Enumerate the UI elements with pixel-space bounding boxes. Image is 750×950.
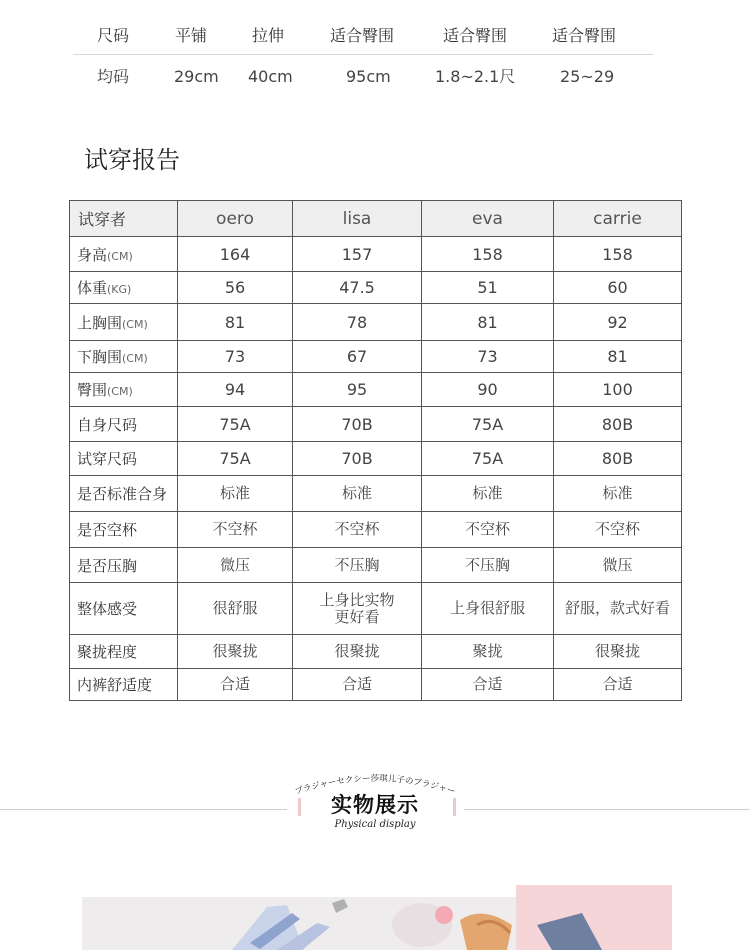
row-value: 67 — [293, 341, 422, 373]
row-value: 合适 — [178, 669, 293, 701]
row-unit: (CM) — [107, 249, 133, 263]
row-value: 微压 — [554, 548, 682, 583]
row-value: 聚拢 — [422, 635, 554, 669]
tester-name: eva — [422, 201, 554, 237]
size-chart-row — [73, 55, 653, 91]
row-label — [70, 548, 178, 583]
row-value: 不压胸 — [422, 548, 554, 583]
size-header-cell: 适合臀围 — [443, 26, 508, 45]
row-value: 92 — [554, 304, 682, 341]
row-label-text: 臀围 — [77, 381, 108, 399]
row-value: 标准 — [554, 476, 682, 512]
row-value: 舒服，款式好看 — [554, 583, 682, 635]
tryon-body — [70, 237, 682, 701]
row-unit: (CM) — [122, 317, 148, 331]
row-value: 78 — [293, 304, 422, 341]
size-value-cell: 29cm — [174, 67, 219, 86]
row-value: 很聚拢 — [293, 635, 422, 669]
size-header-cell: 尺码 — [97, 26, 130, 45]
row-value: 164 — [178, 237, 293, 272]
row-label — [70, 442, 178, 476]
row-value: 56 — [178, 272, 293, 304]
product-photo-art — [82, 885, 672, 950]
display-subtitle: Physical display — [334, 819, 416, 830]
row-value: 100 — [554, 373, 682, 407]
arc-caption-text: ブラジャーセクシー莎琪儿子のブラジャー — [293, 773, 457, 798]
row-value: 合适 — [422, 669, 554, 701]
product-photo — [82, 885, 672, 950]
tryon-row — [70, 442, 682, 476]
tester-name: carrie — [554, 201, 682, 237]
row-value: 158 — [422, 237, 554, 272]
size-chart-header — [73, 18, 653, 55]
row-unit: (CM) — [107, 385, 133, 398]
size-value-cell: 40cm — [248, 67, 293, 86]
row-value: 75A — [178, 442, 293, 476]
tester-header: 试穿者 — [70, 201, 178, 237]
tryon-row — [70, 341, 682, 373]
row-value: 微压 — [178, 548, 293, 583]
size-header-cell: 适合臀围 — [330, 26, 395, 45]
row-label-text: 试穿尺码 — [77, 450, 138, 468]
row-value: 158 — [554, 237, 682, 272]
row-value: 81 — [178, 304, 293, 341]
row-value: 73 — [422, 341, 554, 373]
row-label-text: 内裤舒适度 — [77, 676, 153, 694]
row-value: 47.5 — [293, 272, 422, 304]
row-label — [70, 512, 178, 548]
row-value: 81 — [422, 304, 554, 341]
row-label — [70, 237, 178, 272]
row-value: 75A — [178, 407, 293, 442]
row-label-text: 是否标准合身 — [77, 485, 168, 503]
size-value-cell: 95cm — [346, 67, 391, 86]
size-header-cell: 适合臀围 — [552, 26, 617, 45]
tryon-row — [70, 669, 682, 701]
row-unit: (KG) — [107, 283, 132, 296]
row-value: 60 — [554, 272, 682, 304]
row-label — [70, 272, 178, 304]
row-value: 81 — [554, 341, 682, 373]
row-value: 不空杯 — [554, 512, 682, 548]
physical-display-banner — [287, 770, 463, 840]
row-value: 80B — [554, 407, 682, 442]
tryon-row — [70, 476, 682, 512]
tryon-row — [70, 583, 682, 635]
row-label-text: 自身尺码 — [77, 415, 138, 434]
row-label — [70, 476, 178, 512]
size-header-cell: 拉伸 — [252, 26, 285, 45]
tryon-row — [70, 373, 682, 407]
row-value: 标准 — [178, 476, 293, 512]
tryon-report-table — [69, 200, 682, 701]
divider-line-left — [0, 809, 287, 810]
row-value: 70B — [293, 442, 422, 476]
tryon-row — [70, 548, 682, 583]
row-value: 标准 — [293, 476, 422, 512]
row-value: 很聚拢 — [554, 635, 682, 669]
row-label-text: 是否压胸 — [77, 556, 138, 575]
size-value-cell: 均码 — [97, 67, 130, 86]
row-label — [70, 583, 178, 635]
row-label-text: 下胸围 — [77, 348, 123, 366]
row-value: 不空杯 — [178, 512, 293, 548]
row-label — [70, 669, 178, 701]
row-value: 很舒服 — [178, 583, 293, 635]
tryon-report-title: 试穿报告 — [84, 146, 180, 174]
row-label-text: 体重 — [77, 279, 108, 297]
row-value: 70B — [293, 407, 422, 442]
row-label — [70, 304, 178, 341]
row-value: 90 — [422, 373, 554, 407]
row-value: 上身很舒服 — [422, 583, 554, 635]
row-value: 不空杯 — [293, 512, 422, 548]
tryon-row — [70, 512, 682, 548]
tryon-row — [70, 272, 682, 304]
row-value: 不空杯 — [422, 512, 554, 548]
row-label-text: 上胸围 — [77, 313, 123, 332]
row-value: 标准 — [422, 476, 554, 512]
row-unit: (CM) — [122, 352, 148, 365]
row-value: 75A — [422, 442, 554, 476]
row-value: 94 — [178, 373, 293, 407]
row-label-text: 整体感受 — [77, 600, 138, 618]
row-label — [70, 635, 178, 669]
row-value: 不压胸 — [293, 548, 422, 583]
display-title: 实物展示 — [331, 793, 419, 817]
row-label-text: 是否空杯 — [77, 521, 138, 539]
size-value-cell: 1.8~2.1尺 — [435, 67, 516, 86]
tryon-row — [70, 635, 682, 669]
size-value-cell: 25~29 — [560, 67, 615, 86]
row-label-text: 身高 — [77, 245, 108, 264]
divider-line-right — [464, 809, 750, 810]
tryon-row — [70, 304, 682, 341]
row-label — [70, 341, 178, 373]
tester-name: lisa — [293, 201, 422, 237]
tryon-row — [70, 237, 682, 272]
row-label — [70, 407, 178, 442]
tryon-row — [70, 407, 682, 442]
size-header-cell: 平铺 — [175, 26, 208, 45]
row-value: 合适 — [293, 669, 422, 701]
tryon-header-row — [70, 201, 682, 237]
row-value: 80B — [554, 442, 682, 476]
row-value: 51 — [422, 272, 554, 304]
row-value: 73 — [178, 341, 293, 373]
row-value: 合适 — [554, 669, 682, 701]
row-label-text: 聚拢程度 — [77, 643, 138, 661]
size-chart — [73, 18, 653, 91]
row-value: 157 — [293, 237, 422, 272]
row-value: 95 — [293, 373, 422, 407]
tester-name: oero — [178, 201, 293, 237]
row-label — [70, 373, 178, 407]
row-value: 上身比实物 更好看 — [293, 583, 422, 635]
row-value: 很聚拢 — [178, 635, 293, 669]
row-value: 75A — [422, 407, 554, 442]
